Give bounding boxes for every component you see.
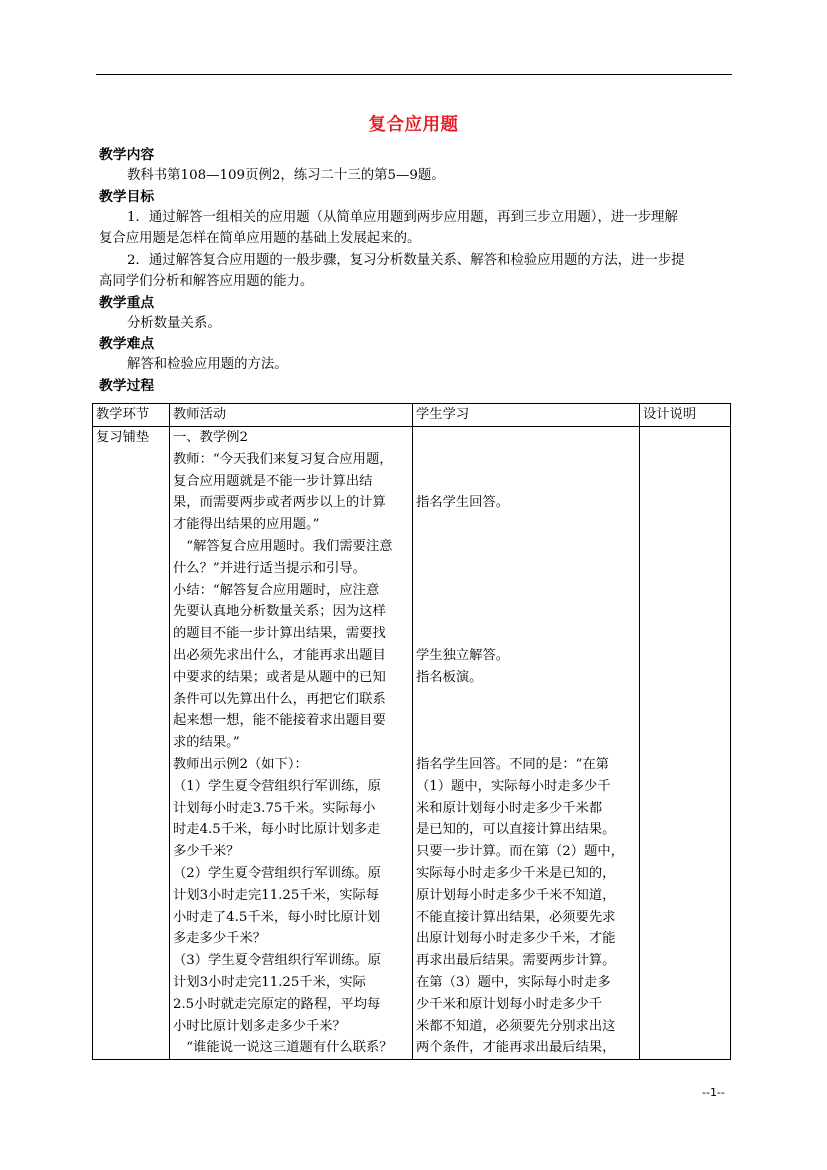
spacer: [416, 427, 636, 449]
header-stage: 教学环节: [93, 404, 170, 427]
student-line: 只要一步计算。而在第（2）题中，: [416, 844, 624, 860]
teacher-line: 什么？”并进行适当提示和引导。: [173, 560, 366, 576]
teacher-line: 小结：“解答复合应用题时，应注意: [173, 582, 380, 598]
student-line: 实际每小时走多少千米是已知的，: [416, 865, 616, 881]
teacher-line: 教师出示例2（如下）：: [173, 756, 308, 772]
teacher-line: “解答复合应用题时。我们需要注意: [173, 538, 393, 554]
student-line: 在第（3）题中，实际每小时走多: [416, 974, 611, 990]
teacher-line: 条件可以先算出什么，再把它们联系: [173, 691, 386, 707]
page-number: --1--: [702, 1086, 725, 1099]
teacher-line: 小时走了4.5千米，每小时比原计划: [173, 909, 381, 925]
student-line: 两个条件，才能再求出最后结果，: [416, 1040, 616, 1056]
student-line: 不能直接计算出结果，必须要先求: [416, 909, 616, 925]
teacher-line: 多走多少千米？: [173, 931, 267, 947]
spacer: [416, 514, 636, 536]
teacher-line: 出必须先求出什么，才能再求出题目: [173, 647, 386, 663]
header-design-notes: 设计说明: [640, 404, 731, 427]
stage-cell: 复习铺垫: [93, 427, 170, 1060]
teacher-line: 计划3小时走完11.25千米，实际: [173, 974, 366, 990]
header-teacher-activity: 教师活动: [170, 404, 413, 427]
student-line: 米都不知道，必须要先分别求出这: [416, 1018, 616, 1034]
header-rule: [96, 74, 732, 75]
student-line: 指名学生回答。: [416, 495, 510, 511]
teacher-line: 计划3小时走完11.25千米，实际每: [173, 887, 380, 903]
teaching-goals-heading: 教学目标: [99, 188, 155, 205]
student-line: 少千米和原计划每小时走多少千: [416, 996, 603, 1012]
teacher-line: 小时比原计划多走多少千米？: [173, 1018, 346, 1034]
teacher-line: （2）学生夏令营组织行军训练。原: [173, 865, 381, 881]
difficulty-heading: 教学难点: [99, 336, 155, 352]
spacer: [416, 689, 636, 711]
table-header-row: [93, 404, 731, 427]
teacher-line: （1）学生夏令营组织行军训练，原: [173, 778, 381, 794]
teacher-line: 先要认真地分析数量关系；因为这样: [173, 604, 386, 620]
teacher-line: “谁能说一说这三道题有什么联系？: [173, 1040, 393, 1056]
teacher-line: 复合应用题就是不能一步计算出结: [173, 473, 373, 489]
student-line: 是已知的，可以直接计算出结果。: [416, 822, 616, 838]
student-line: 出原计划每小时走多少千米，才能: [416, 931, 616, 947]
spacer: [416, 732, 636, 754]
spacer: [416, 449, 636, 471]
teacher-line: 一、教学例2: [173, 430, 248, 445]
spacer: [416, 601, 636, 623]
student-line: 原计划每小时走多少千米不知道，: [416, 887, 616, 903]
goal-1-line-1: 1．通过解答一组相关的应用题（从简单应用题到两步应用题，再到三步立用题），进一步理解: [127, 209, 678, 225]
document-title: 复合应用题: [368, 115, 459, 135]
student-line: 指名学生回答。不同的是：“在第: [416, 756, 609, 772]
spacer: [416, 536, 636, 558]
goal-2-line-1: 2．通过解答复合应用题的一般步骤，复习分析数量关系、解答和检验应用题的方法，进一步提: [127, 252, 685, 268]
teacher-line: 求的结果。”: [173, 735, 240, 751]
student-learning-cell: [413, 427, 640, 1060]
design-notes-cell: [640, 427, 731, 1060]
teacher-line: 起来想一想，能不能接着求出题目要: [173, 713, 386, 729]
student-line: 再求出最后结果。需要两步计算。: [416, 953, 616, 969]
table-row: [93, 427, 731, 1060]
teacher-line: （3）学生夏令营组织行军训练。原: [173, 953, 381, 969]
student-line: 米和原计划每小时走多少千米都: [416, 800, 603, 816]
goal-2-line-2: 高同学们分析和解答应用题的能力。: [99, 274, 314, 289]
key-point-text: 分析数量关系。: [127, 315, 221, 331]
header-student-learning: 学生学习: [413, 404, 640, 427]
student-line: 学生独立解答。: [416, 647, 510, 663]
teacher-line: 计划每小时走3.75千米。实际每小: [173, 800, 376, 816]
teacher-line: 2.5小时就走完原定的路程，平均每: [173, 996, 381, 1012]
teaching-content-heading: 教学内容: [99, 147, 155, 163]
teacher-line: 中要求的结果；或者是从题中的已知: [173, 669, 386, 685]
teacher-line: 果，而需要两步或者两步以上的计算: [173, 495, 386, 511]
spacer: [416, 471, 636, 493]
key-point-heading: 教学重点: [99, 294, 155, 311]
teacher-line: 时走4.5千米，每小时比原计划多走: [173, 822, 381, 838]
teacher-line: 教师：“今天我们来复习复合应用题，: [173, 451, 393, 467]
spacer: [416, 710, 636, 732]
teacher-line: 多少千米？: [173, 844, 240, 860]
student-line: 指名板演。: [416, 669, 483, 685]
goal-1-line-2: 复合应用题是怎样在简单应用题的基础上发展起来的。: [99, 231, 421, 246]
process-heading: 教学过程: [99, 377, 155, 394]
teacher-line: 的题目不能一步计算出结果，需要找: [173, 626, 386, 642]
intro-section: [99, 145, 731, 396]
difficulty-text: 解答和检验应用题的方法。: [127, 357, 288, 372]
teaching-content-text: 教科书第108—109页例2，练习二十三的第5—9题。: [127, 168, 445, 183]
student-line: （1）题中，实际每小时走多少千: [416, 778, 611, 794]
process-table: [92, 403, 731, 1060]
teacher-activity-cell: [170, 427, 413, 1060]
teacher-line: 才能得出结果的应用题。”: [173, 517, 320, 533]
spacer: [416, 580, 636, 602]
spacer: [416, 623, 636, 645]
spacer: [416, 558, 636, 580]
